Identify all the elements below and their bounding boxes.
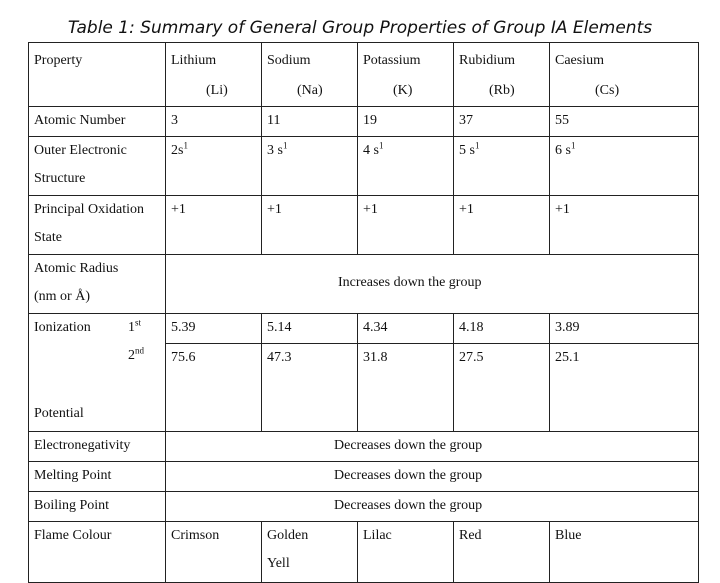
oxidation-rb: +1 [459,202,474,217]
atomic-number-li: 3 [171,113,178,128]
flame-colour-k: Lilac [363,528,392,543]
electronic-structure-cs: 6 $s^1$ [555,140,576,158]
header-na-symbol: (Na) [297,83,323,98]
atomic-number-cs: 55 [555,113,569,128]
ionization-second-k: 31.8 [363,350,388,365]
electronegativity-label: Electronegativity [34,438,131,453]
table-row [29,522,699,583]
oxidation-na: +1 [267,202,282,217]
outer-electronic-label: Outer Electronic [34,143,127,158]
table-row [29,137,699,196]
boiling-point-label: Boiling Point [34,498,110,513]
table-row [29,432,699,462]
header-cs-symbol: (Cs) [595,83,620,98]
table-row [29,196,699,255]
boiling-point-trend: Decreases down the group [334,498,483,513]
header-sodium: Sodium [267,53,311,68]
header-caesium: Caesium [555,53,604,68]
ionization-first-li: 5.39 [171,320,196,335]
oxidation-li: +1 [171,202,186,217]
melting-point-label: Melting Point [34,468,112,483]
header-lithium: Lithium [171,53,217,68]
table-row [29,255,699,314]
header-rubidium: Rubidium [459,53,516,68]
melting-point-trend: Decreases down the group [334,468,483,483]
ionization-second-na: 47.3 [267,350,292,365]
outer-electronic-label-line2: Structure [34,171,86,186]
ionization-first-label: 1st [128,317,142,335]
atomic-number-k: 19 [363,113,377,128]
electronic-structure-li: $2s^1$ [171,140,188,158]
electronic-structure-na: 3 $s^1$ [267,140,288,158]
flame-colour-label: Flame Colour [34,528,112,543]
electronic-structure-k: 4 $s^1$ [363,140,384,158]
table-row [29,314,699,344]
flame-colour-na: Golden [267,528,309,543]
header-potassium: Potassium [363,53,421,68]
atomic-radius-label: Atomic Radius [34,261,119,276]
table-row [29,107,699,137]
ionization-potential-label: Potential [34,406,84,421]
table-caption: Table 1: Summary of General Group Properties of Group IA Elements [67,18,653,38]
ionization-second-cs: 25.1 [555,350,580,365]
oxidation-label: Principal Oxidation [34,202,145,217]
ionization-second-label: 2nd [128,345,144,363]
ionization-label: Ionization [34,320,91,335]
oxidation-k: +1 [363,202,378,217]
flame-colour-rb: Red [459,528,482,543]
table-row [29,462,699,492]
ionization-second-rb: 27.5 [459,350,484,365]
oxidation-cs: +1 [555,202,570,217]
flame-colour-li: Crimson [171,528,220,543]
ionization-second-li: 75.6 [171,350,196,365]
ionization-first-rb: 4.18 [459,320,484,335]
header-k-symbol: (K) [393,83,413,98]
atomic-radius-unit: (nm or Å) [34,289,90,304]
table-row [29,492,699,522]
ionization-first-na: 5.14 [267,320,292,335]
electronegativity-trend: Decreases down the group [334,438,483,453]
flame-colour-na-continued: Yell [267,556,290,571]
header-li-symbol: (Li) [206,83,228,98]
atomic-number-rb: 37 [459,113,473,128]
header-property: Property [34,53,83,68]
table-row [29,43,699,107]
atomic-radius-trend: Increases down the group [338,275,482,290]
ionization-first-k: 4.34 [363,320,388,335]
atomic-number-label: Atomic Number [34,113,126,128]
electronic-structure-rb: 5 $s^1$ [459,140,480,158]
oxidation-label-line2: State [34,230,62,245]
flame-colour-cs: Blue [555,528,582,543]
header-rb-symbol: (Rb) [489,83,515,98]
group-ia-properties-table [28,42,699,583]
atomic-number-na: 11 [267,113,281,128]
ionization-first-cs: 3.89 [555,320,580,335]
